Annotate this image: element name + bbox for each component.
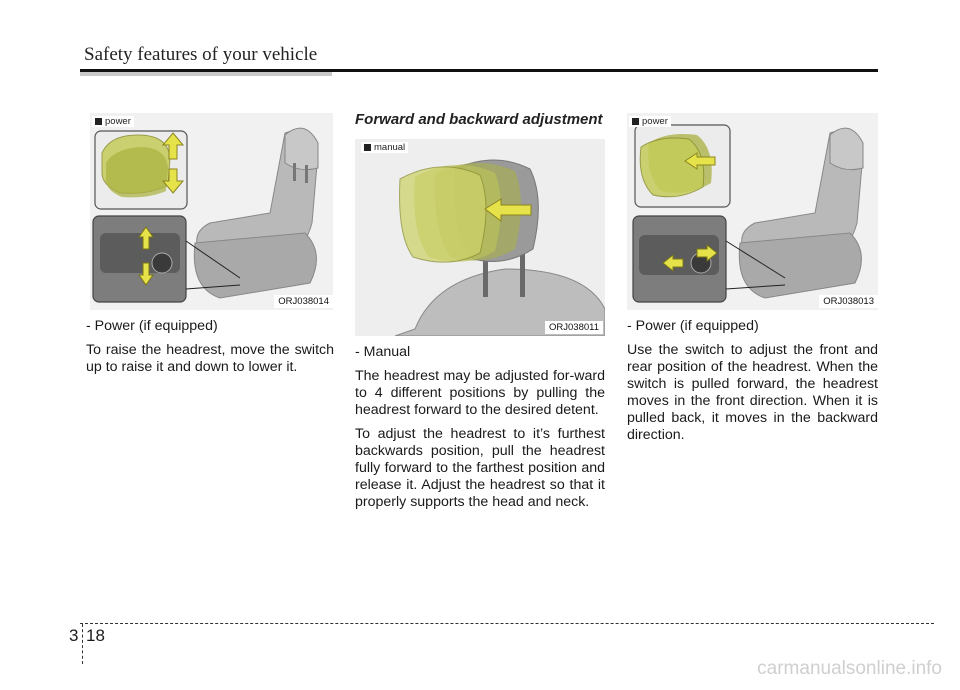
paragraph: The headrest may be adjusted for-ward to 4 different positions by pulling the headrest forward to the desired detent. [355,368,605,418]
figure-tag [361,142,408,153]
figure-code: ORJ038014 [274,295,333,308]
right-text-column [627,318,878,451]
middle-text-column [355,344,605,518]
figure-tag-label: manual [374,142,406,153]
paragraph: - Power (if equipped) [86,318,218,334]
seat-height-illustration [90,113,333,310]
figure-tag-label: power [105,116,131,127]
figure-power-forward [627,113,878,310]
figure-manual-forward [355,139,605,336]
left-text-column [86,318,334,383]
header-rule-accent [80,72,332,76]
headrest-forward-illustration [355,139,605,336]
paragraph: To raise the headrest, move the switch up to raise it and down to lower it. [86,342,334,375]
figure-power-height [90,113,333,310]
square-bullet-icon [632,118,639,125]
seat-forward-illustration [627,113,878,310]
figure-tag [629,116,671,127]
figure-tag-label: power [642,116,668,127]
paragraph: - Manual [355,344,411,360]
watermark: carmanualsonline.info [757,658,942,679]
chapter-number: 3 [69,626,79,645]
figure-code: ORJ038013 [819,295,878,308]
square-bullet-icon [95,118,102,125]
square-bullet-icon [364,144,371,151]
figure-code: ORJ038011 [545,321,603,334]
footer-separator [82,624,83,664]
page-header-title: Safety features of your vehicle [84,44,318,65]
section-heading: Forward and backward adjustment [355,111,603,128]
paragraph: To adjust the headrest to it’s furthest backwards position, pull the headrest fully forward to the farthest position and release it. Adjust the headrest so that it properly supports the head and neck. [355,426,605,510]
paragraph: - Power (if equipped) [627,318,759,334]
figure-tag [92,116,134,127]
footer-rule [80,623,934,624]
page-number: 18 [86,626,105,645]
paragraph: Use the switch to adjust the front and rear position of the headrest. When the switch is pulled forward, the headrest moves in the front direction. When it is pulled back, it moves in the backward direction. [627,342,878,443]
